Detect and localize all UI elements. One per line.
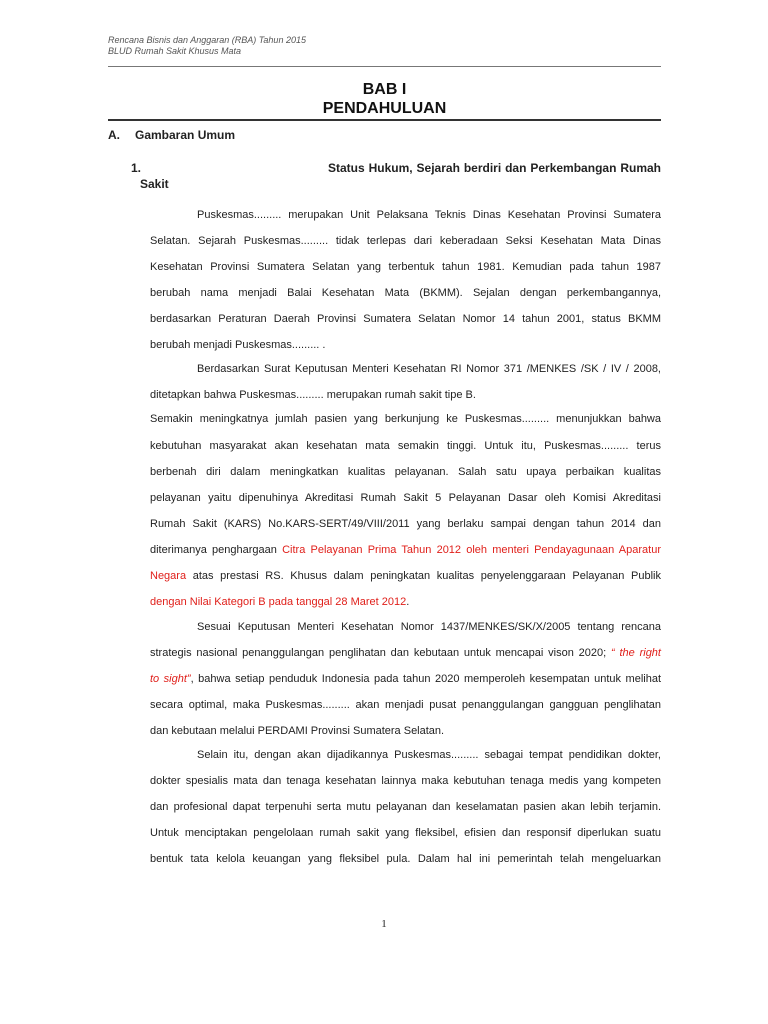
chapter-title: PENDAHULUAN (322, 100, 447, 117)
subsection-number: 1. (131, 161, 142, 175)
highlight-quote: “ the right (611, 647, 661, 659)
text-span: . (406, 596, 410, 608)
section-title: Gambaran Umum (135, 128, 236, 142)
text-line: Untuk menciptakan pengelolaan rumah sakit yang fleksibel, efisien dan responsif diperlukan suatu (150, 827, 661, 839)
text-line: kebutuhan masyarakat akan kesehatan mata semakin tinggi. Untuk itu, Puskesmas......... terus (150, 440, 661, 452)
subsection-title: Status Hukum, Sejarah berdiri dan Perkembangan Rumah Sakit (140, 161, 661, 191)
page-number: 1 (381, 918, 387, 930)
text-line (150, 570, 661, 583)
text-line: dokter spesialis mata dan tenaga kesehatan lainnya maka kebutuhan tenaga medis yang kompeten (150, 775, 661, 787)
text-line (150, 596, 661, 609)
chapter-number: BAB I (362, 81, 407, 98)
header-divider (108, 66, 661, 67)
text-line (150, 673, 661, 686)
text-line: berdasarkan Peraturan Daerah Provinsi Sumatera Selatan Nomor 14 tahun 2001, status BKMM (150, 313, 661, 325)
section-heading (108, 128, 235, 142)
section-letter: A. (108, 128, 120, 142)
text-span: atas prestasi RS. Khusus dalam peningkatan kualitas penyelenggaraan Pelayanan Publik (186, 570, 661, 582)
subsection-heading (131, 160, 661, 192)
text-line: dan kebutaan melalui PERDAMI Provinsi Sumatera Selatan. (150, 725, 445, 737)
text-line: Puskesmas......... merupakan Unit Pelaksana Teknis Dinas Kesehatan Provinsi Sumatera (197, 209, 661, 221)
text-line: Rumah Sakit (KARS) No.KARS-SERT/49/VIII/2011 yang berlaku sampai dengan tahun 2014 dan (150, 518, 661, 530)
text-line: berubah nama menjadi Balai Kesehatan Mata (BKMM). Sejalan dengan perkembangannya, (150, 287, 661, 299)
text-line: Selatan. Sejarah Puskesmas......... tidak terlepas dari keberadaan Seksi Kesehatan Mata Dinas (150, 235, 661, 247)
text-line: Semakin meningkatnya jumlah pasien yang berkunjung ke Puskesmas......... menunjukkan bahwa (150, 413, 661, 425)
text-line: dan profesional dapat terpenuhi serta mutu pelayanan dan keselamatan pasien akan lebih terjamin. (150, 801, 661, 813)
text-line: pelayanan yaitu dipenuhinya Akreditasi Rumah Sakit 5 Pelayanan Dasar oleh Komisi Akreditasi (150, 492, 661, 504)
running-header (108, 35, 306, 57)
text-line (150, 647, 661, 660)
highlight-text: dengan Nilai Kategori B pada tanggal 28 Maret 2012 (150, 596, 407, 608)
highlight-text: Negara (150, 570, 187, 582)
chapter-divider (108, 119, 661, 121)
text-line: berubah menjadi Puskesmas......... . (150, 339, 326, 351)
text-line: ditetapkan bahwa Puskesmas......... merupakan rumah sakit tipe B. (150, 389, 476, 401)
text-span: diterimanya penghargaan (150, 544, 283, 556)
text-line: Berdasarkan Surat Keputusan Menteri Kesehatan RI Nomor 371 /MENKES /SK / IV / 2008, (197, 363, 661, 375)
text-span: , bahwa setiap penduduk Indonesia pada tahun 2020 memperoleh kesempatan untuk melihat (190, 673, 661, 685)
text-line: Kesehatan Provinsi Sumatera Selatan yang terbentuk tahun 1981. Kemudian pada tahun 1987 (150, 261, 661, 273)
header-line-2: BLUD Rumah Sakit Khusus Mata (108, 46, 242, 56)
text-line (150, 544, 661, 557)
highlight-text: Citra Pelayanan Prima Tahun 2012 oleh menteri Pendayagunaan Aparatur (282, 544, 661, 556)
text-line: Selain itu, dengan akan dijadikannya Puskesmas......... sebagai tempat pendidikan dokter, (197, 749, 661, 761)
text-line: Sesuai Keputusan Menteri Kesehatan Nomor 1437/MENKES/SK/X/2005 tentang rencana (197, 621, 661, 633)
text-line: berbenah diri dalam meningkatkan kualitas pelayanan. Salah satu upaya perbaikan kualitas (150, 466, 661, 478)
header-line-1: Rencana Bisnis dan Anggaran (RBA) Tahun 2015 (108, 35, 306, 45)
text-line: bentuk tata kelola keuangan yang fleksibel pula. Dalam hal ini pemerintah telah mengeluarkan (150, 853, 661, 865)
text-line: secara optimal, maka Puskesmas......... akan menjadi pusat penanggulangan gangguan penglihatan (150, 699, 661, 711)
text-span: strategis nasional penanggulangan penglihatan dan kebutaan untuk mencapai vison 2020; (150, 647, 611, 659)
highlight-quote: to sight” (150, 673, 191, 685)
